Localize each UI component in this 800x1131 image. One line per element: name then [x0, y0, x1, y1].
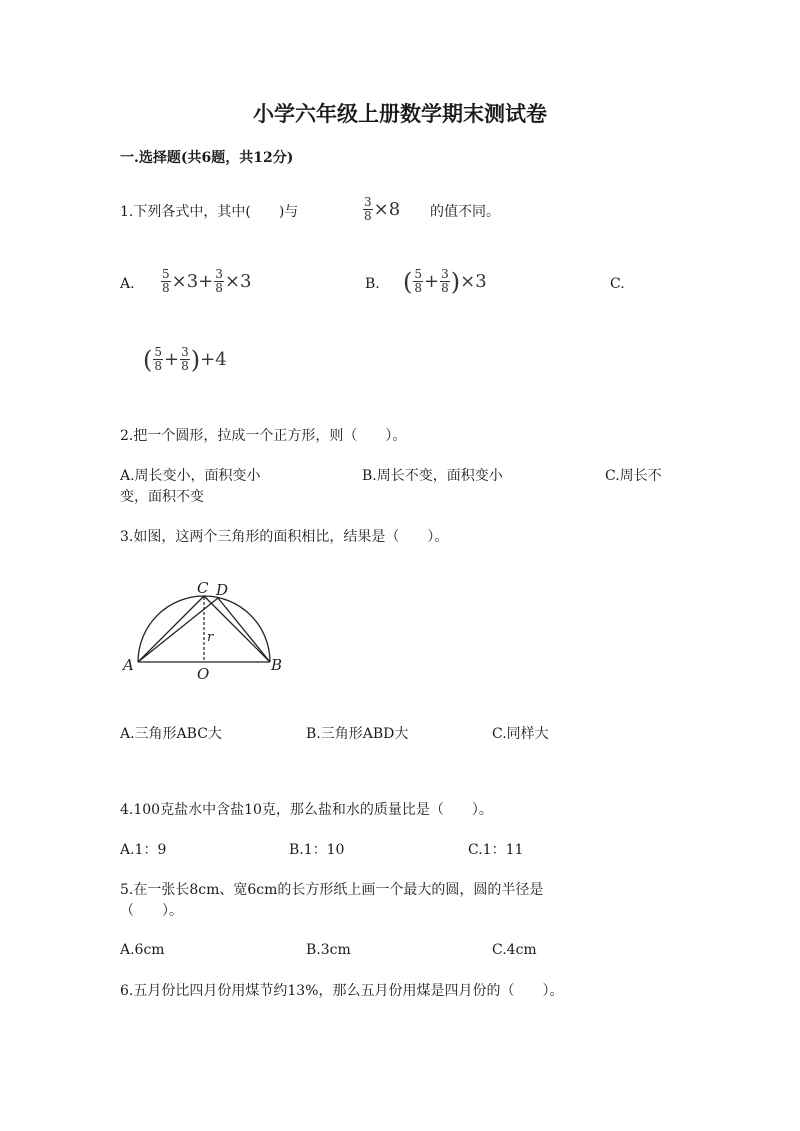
page-title: 小学六年级上册数学期末测试卷 — [253, 101, 547, 126]
question-5-text-continued: （ ）。 — [120, 903, 183, 919]
option-c-continued: 变，面积不变 — [120, 489, 204, 505]
option-c-label[interactable]: C. — [610, 276, 625, 292]
option-c[interactable]: C.1：11 — [468, 842, 524, 858]
option-b[interactable]: B.三角形ABD大 — [306, 726, 409, 742]
option-a[interactable]: A.周长变小，面积变小 — [120, 468, 261, 484]
question-3-text: 3.如图，这两个三角形的面积相比，结果是（ ）。 — [120, 529, 449, 545]
label-o: O — [197, 665, 210, 683]
segment-ac — [138, 596, 204, 662]
label-c: C — [197, 579, 209, 597]
label-b: B — [271, 656, 283, 674]
question-1-expression: $\frac{3}{8}$ ×8 — [364, 195, 401, 223]
question-5-text: 5.在一张长8cm、宽6cm的长方形纸上画一个最大的圆，圆的半径是 — [120, 882, 544, 898]
option-a-label[interactable]: A. — [120, 276, 135, 292]
segment-ad — [138, 598, 218, 662]
segment-bc — [204, 596, 270, 662]
option-c-expression: ( $\frac{5}{8}$ + $\frac{3}{8}$ ) +4 — [143, 345, 227, 374]
option-c[interactable]: C.周长不 — [605, 468, 662, 484]
label-r: r — [207, 630, 214, 645]
option-b[interactable]: B.3cm — [306, 942, 351, 958]
semicircle-figure — [115, 575, 295, 685]
option-a[interactable]: A.1：9 — [120, 842, 167, 858]
option-b[interactable]: B.1：10 — [289, 842, 345, 858]
option-b-label[interactable]: B. — [365, 276, 380, 292]
question-2-text: 2.把一个圆形，拉成一个正方形，则（ ）。 — [120, 428, 407, 444]
fraction: $\frac{3}{8}$ — [364, 195, 372, 223]
question-1-text-end: 的值不同。 — [430, 204, 500, 220]
option-a[interactable]: A.6cm — [120, 942, 165, 958]
option-a-expression: $\frac{5}{8}$ ×3+ $\frac{3}{8}$ ×3 — [162, 267, 252, 295]
option-b-expression: ( $\frac{5}{8}$ + $\frac{3}{8}$ ) ×3 — [403, 267, 487, 296]
option-c[interactable]: C.同样大 — [492, 726, 549, 742]
option-a[interactable]: A.三角形ABC大 — [120, 726, 222, 742]
question-4-text: 4.100克盐水中含盐10克，那么盐和水的质量比是（ ）。 — [120, 802, 493, 818]
section-heading: 一.选择题(共6题，共12分) — [120, 150, 294, 166]
option-c[interactable]: C.4cm — [492, 942, 537, 958]
label-a: A — [123, 656, 134, 674]
question-1-text: 1.下列各式中，其中( )与 — [120, 204, 299, 220]
question-6-text: 6.五月份比四月份用煤节约13%，那么五月份用煤是四月份的（ ）。 — [120, 983, 564, 999]
option-b[interactable]: B.周长不变，面积变小 — [362, 468, 503, 484]
label-d: D — [216, 581, 229, 599]
